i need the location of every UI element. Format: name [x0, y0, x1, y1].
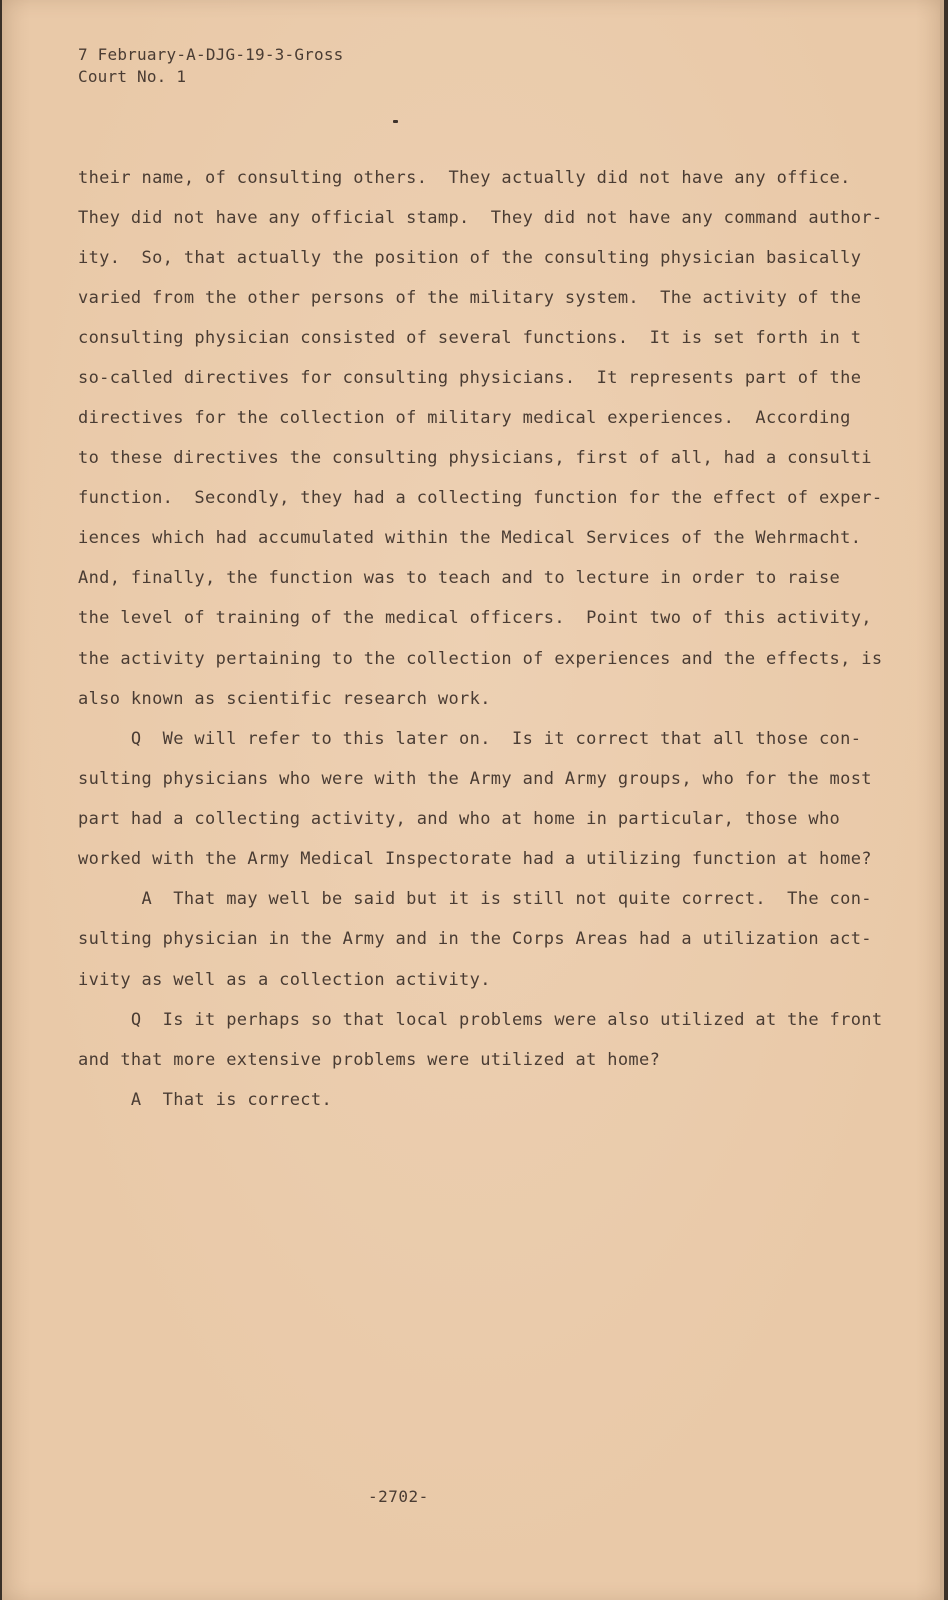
header-reference: 7 February-A-DJG-19-3-Gross — [78, 45, 344, 64]
transcript-line: their name, of consulting others. They actually did not have any office. — [78, 168, 851, 188]
transcript-line: varied from the other persons of the military system. The activity of the — [78, 288, 862, 308]
transcript-line: iences which had accumulated within the Medical Services of the Wehrmacht. — [78, 528, 862, 548]
document-page — [2, 0, 944, 1600]
transcript-line: part had a collecting activity, and who at home in particular, those who — [78, 809, 841, 829]
transcript-line: function. Secondly, they had a collecting function for the effect of exper- — [78, 488, 883, 508]
transcript-line: They did not have any official stamp. They did not have any command author- — [78, 208, 883, 228]
transcript-line: A That is correct. — [78, 1090, 333, 1110]
transcript-line: Q Is it perhaps so that local problems were also utilized at the front — [78, 1010, 883, 1030]
transcript-line: consulting physician consisted of several functions. It is set forth in t — [78, 328, 862, 348]
transcript-line: ity. So, that actually the position of the consulting physician basically — [78, 248, 862, 268]
transcript-line: and that more extensive problems were utilized at home? — [78, 1050, 661, 1070]
transcript-line: ivity as well as a collection activity. — [78, 970, 491, 990]
transcript-line: the activity pertaining to the collection of experiences and the effects, is — [78, 649, 883, 669]
transcript-line: the level of training of the medical officers. Point two of this activity, — [78, 608, 872, 628]
transcript-line: sulting physician in the Army and in the Corps Areas had a utilization act- — [78, 929, 872, 949]
header-court: Court No. 1 — [78, 67, 187, 86]
transcript-line: sulting physicians who were with the Army and Army groups, who for the most — [78, 769, 872, 789]
page-number: -2702- — [368, 1487, 429, 1506]
transcript-line: A That may well be said but it is still not quite correct. The con- — [78, 889, 872, 909]
transcript-line: so-called directives for consulting physicians. It represents part of the — [78, 368, 862, 388]
transcript-line: worked with the Army Medical Inspectorate had a utilizing function at home? — [78, 849, 872, 869]
transcript-line: directives for the collection of military medical experiences. According — [78, 408, 851, 428]
transcript-line: to these directives the consulting physicians, first of all, had a consulti — [78, 448, 872, 468]
transcript-line: And, finally, the function was to teach and to lecture in order to raise — [78, 568, 841, 588]
transcript-line: Q We will refer to this later on. Is it correct that all those con- — [78, 729, 862, 749]
page-edge — [940, 0, 944, 1600]
typewriter-mark — [393, 120, 398, 123]
transcript-line: also known as scientific research work. — [78, 689, 491, 709]
document-header — [78, 44, 344, 88]
